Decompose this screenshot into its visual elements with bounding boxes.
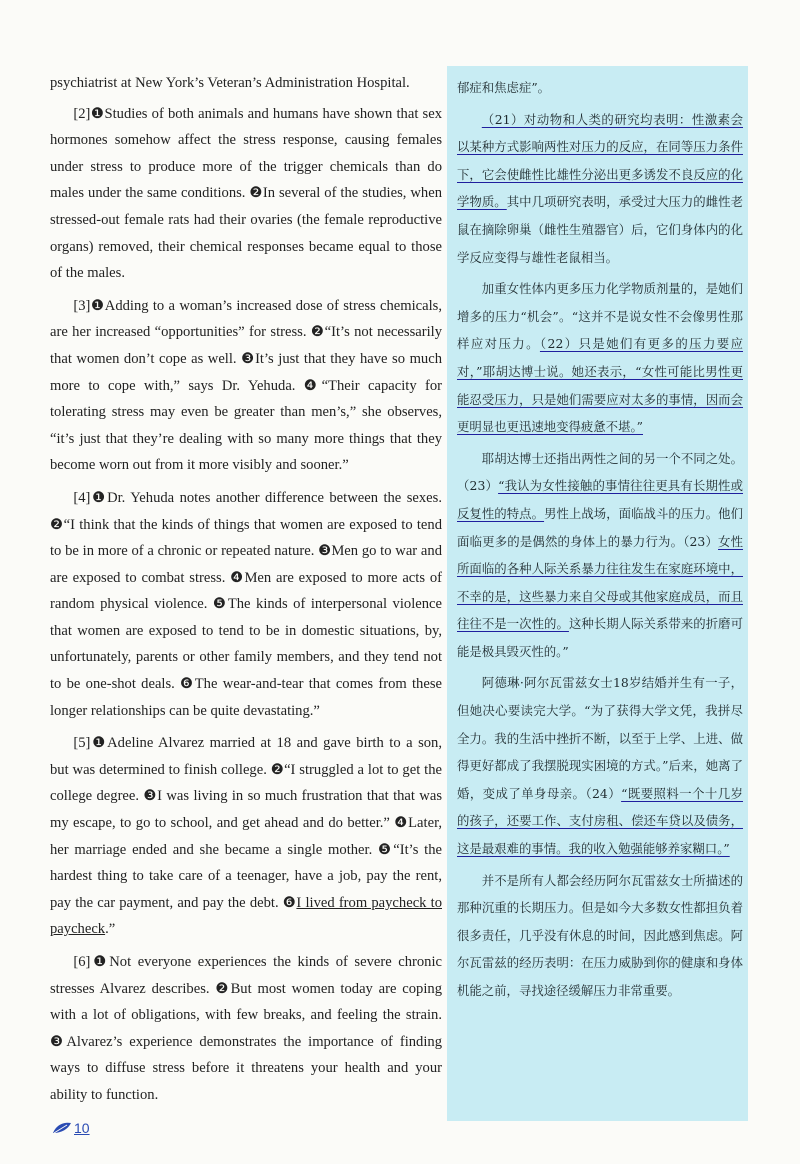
page-footer	[52, 1120, 90, 1136]
translation-text: 耶胡达博士还指出两性之间的另一个不同之处。（23）	[457, 450, 743, 494]
translation-text: 加重女性体内更多压力化学物质剂量的，是她们增多的压力“机会”。“这并不是说女性不会像男性那样应对压力。	[457, 281, 743, 352]
paragraph-2: [2]❶Studies of both animals and humans have shown that sex hormones somehow affect the stress response, causing females under stress to produce more of the trigger chemicals than do males under the same conditions. ❷In several of the studies, when stressed-out female rats had their ovaries (the female reproductive organs) removed, their chemical responses became equal to those of the males.	[50, 105, 442, 282]
page-number: 10	[74, 1120, 90, 1136]
translation-6: 并不是所有人都会经历阿尔瓦雷兹女士所描述的那种沉重的长期压力。但是如今大多数女性都担负着很多责任，几乎没有休息的时间，因此感到焦虑。阿尔瓦雷兹的经历表明：在压力威胁到你的健康和身体机能之前，寻找途径缓解压力非常重要。	[457, 872, 743, 998]
translation-text: 阿德琳·阿尔瓦雷兹女士18岁结婚并生有一子，但她决心要读完大学。“为了获得大学文凭，我拼尽全力。我的生活中挫折不断，以至于上学、上进、做得更好都成了我摆脱现实困境的方式。”后来，她离了婚，变成了单身母亲。（24）	[457, 675, 743, 801]
underlined-translation: “我认为女性接触的事情往往更具有长期性或反复性的特点。	[457, 478, 743, 521]
paragraph-4: [4]❶Dr. Yehuda notes another difference between the sexes. ❷“I think that the kinds of things that women are exposed to tend to be in more of a chronic or repeated nature. ❸Men go to war and are exposed to combat stress. ❹Men are exposed to more acts of random physical violence. ❺The kinds of interpersonal violence that women are exposed to tend to be in domestic situations, by, unfortunately, parents or other family members, and they tend not to be one-shot deals. ❻The wear-and-tear that comes from these longer relationships can be quite devastating.”	[50, 489, 442, 719]
paragraph-5	[50, 730, 442, 943]
translation-text: 其中几项研究表明，承受过大压力的雌性老鼠在摘除卵巢（雌性生殖器官）后，它们身体内的化学反应变得与雄性老鼠相当。	[457, 194, 744, 265]
underlined-translation: “既要照料一个十几岁的孩子，还要工作、支付房租、偿还车贷以及债务，这是最艰难的事情。我的收入勉强能够养家糊口。”	[457, 785, 743, 857]
translation-tail: 郁症和焦虑症”。	[457, 80, 551, 95]
leaf-icon	[52, 1121, 72, 1135]
paragraph-5-text: [5]❶Adeline Alvarez married at 18 and gave birth to a son, but was determined to finish college. ❷“I struggled a lot to get the college degree. ❸I was living in so much frustration that that was my escape, to go to school, and get ahead and do better.” ❹Later, her marriage ended and she became a single mother. ❺“It’s the hardest thing to take care of a teenager, have a job, pay the rent, pay the car payment, and pay the debt.	[50, 735, 442, 911]
underlined-translation: （22）只是她们有更多的压力要应对，”耶胡达博士说。她还表示，“女性可能比男性更能忍受压力，只是她们需要应对太多的事情，因而会更明显也更迅速地变得疲惫不堪。”	[457, 336, 743, 435]
paragraph-5-end: .”	[105, 921, 116, 938]
paragraph-tail: psychiatrist at New York’s Veteran’s Administration Hospital.	[50, 75, 410, 91]
translation-2	[457, 106, 743, 272]
paragraph-6: [6]❶Not everyone experiences the kinds of severe chronic stresses Alvarez describes. ❷But most women today are coping with a lot of obligations, with few breaks, and feeling the strain. ❸Alvarez’s experience demonstrates the importance of finding ways to diffuse stress before it threatens your health and your ability to function.	[50, 954, 442, 1103]
translation-text: 男性上战场，面临战斗的压力。他们面临更多的是偶然的身体上的暴力行为。（23）	[457, 505, 744, 549]
translation-panel	[447, 66, 748, 1121]
sentence-number: ❻	[282, 894, 297, 911]
english-column	[50, 70, 442, 1115]
translation-5	[457, 669, 743, 862]
translation-text: 这种长期人际关系带来的折磨可能是极具毁灭性的。”	[457, 616, 744, 659]
underlined-sentence: I lived from paycheck to paycheck	[50, 894, 442, 938]
translation-3	[457, 275, 743, 441]
underlined-translation: （21）对动物和人类的研究均表明：性激素会以某种方式影响两性对压力的反应，在同等压力条件下，它会使雌性比雄性分泌出更多诱发不良反应的化学物质。	[457, 111, 743, 210]
paragraph-3: [3]❶Adding to a woman’s increased dose of stress chemicals, are her increased “opportunities” for stress. ❷“It’s not necessarily that women don’t cope as well. ❸It’s just that they have so much more to cope with,” says Dr. Yehuda. ❹“Their capacity for tolerating stress may even be greater than men’s,” she observes, “it’s just that they’re dealing with so many more things that they become worn out from it more visibly and sooner.”	[50, 297, 442, 474]
underlined-translation: 女性所面临的各种人际关系暴力往往发生在家庭环境中，不幸的是，这些暴力来自父母或其他家庭成员，而且往往不是一次性的。	[457, 533, 744, 632]
translation-4	[457, 445, 743, 666]
